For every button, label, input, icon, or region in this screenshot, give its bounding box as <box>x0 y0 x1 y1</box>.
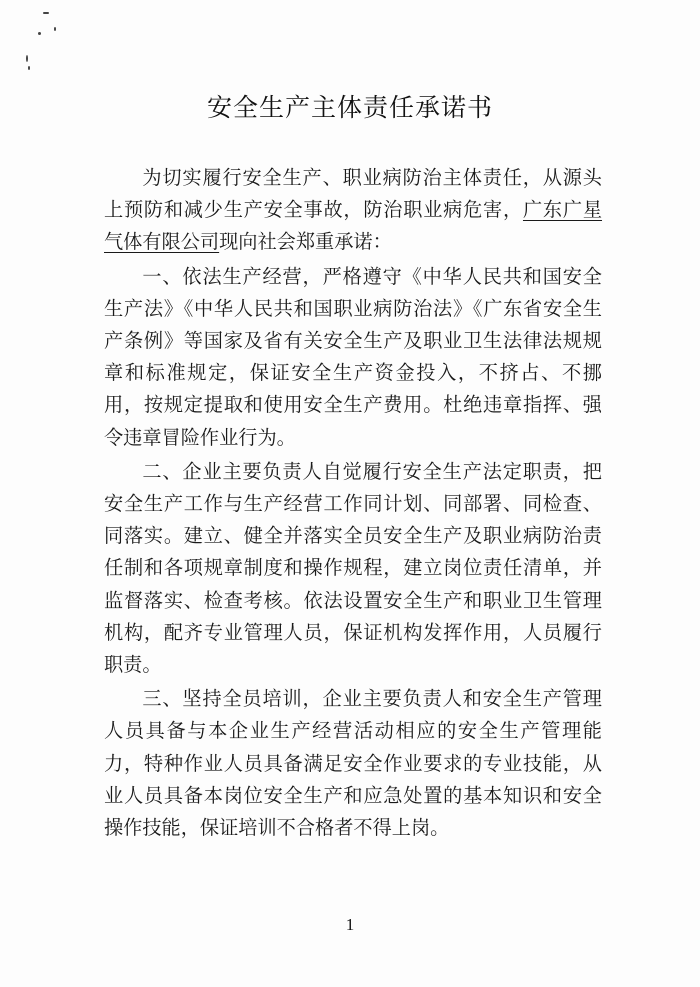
scan-speck <box>26 55 28 62</box>
commitment-paragraph-3: 三、坚持全员培训，企业主要负责人和安全生产管理人员具备与本企业生产经营活动相应的安全生产管理能力，特种作业人员具备满足安全作业要求的专业技能，从业人员具备本岗位安全生产和应急处置的基本知识和安全操作技能，保证培训不合格者不得上岗。 <box>104 687 602 840</box>
page-number: 1 <box>345 915 355 934</box>
scan-speck <box>43 12 49 14</box>
commitment-paragraph-1: 一、依法生产经营，严格遵守《中华人民共和国安全生产法》《中华人民共和国职业病防治法》《广东省安全生产条例》等国家及省有关安全生产及职业卫生法律法规规章和标准规定，保证安全生产资金投入，不挤占、不挪用，按规定提取和使用安全生产费用。杜绝违章指挥、强令违章冒险作业行为。 <box>104 264 602 449</box>
commitment-paragraph-2: 二、企业主要负责人自觉履行安全生产法定职责，把安全生产工作与生产经营工作同计划、同部署、同检查、同落实。建立、健全并落实全员安全生产及职业病防治责任制和各项规章制度和操作规程，建立岗位责任清单，并监督落实、检查考核。依法设置安全生产和职业卫生管理机构，配齐专业管理人员，保证机构发挥作用，人员履行职责。 <box>104 459 602 677</box>
page-title: 安全生产主体责任承诺书 <box>206 93 493 122</box>
scan-speck <box>54 27 56 31</box>
company-name: 广东广星气体有限公司 <box>104 198 603 254</box>
intro-paragraph <box>104 162 602 259</box>
scan-speck <box>38 32 41 35</box>
intro-text-end: 现向社会郑重承诺： <box>219 230 392 254</box>
document-body <box>104 162 602 846</box>
scan-speck <box>28 66 30 70</box>
intro-text: 为切实履行安全生产、职业病防治主体责任，从源头上预防和减少生产安全事故，防治职业病危害， <box>104 166 602 222</box>
